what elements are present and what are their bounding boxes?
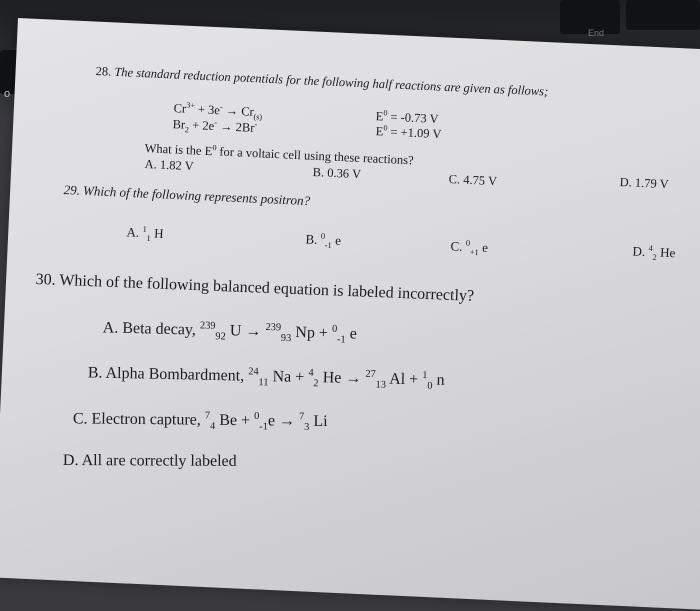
q28-ask: What is the $E^0$ for a voltaic cell using these reactions? xyxy=(144,141,414,168)
q30-option-d: D. All are correctly labeled xyxy=(62,452,237,470)
q28-reaction-2: $Br_2 + 2e^- \to 2Br^-$ xyxy=(172,117,258,135)
q28-potential-1: $E^0 = -0.73$ V xyxy=(375,108,439,126)
q29-option-a: A. $^1_1$ H xyxy=(126,223,164,244)
q30-option-a: A. Beta decay, $^{239}_{92}$ U → $^{239}_{93}$ Np + $^0_{-1}$ e xyxy=(102,319,358,346)
key-left-1-label: o xyxy=(4,88,11,100)
q30-option-c: C. Electron capture, $^7_4$ Be + $^0_{-1}$e → $^7_3$ Li xyxy=(72,410,328,433)
end-key-label: End xyxy=(588,28,605,38)
q28-number: 28. xyxy=(95,64,112,79)
q30-number: 30. xyxy=(35,271,56,289)
q30-question xyxy=(35,271,474,306)
q29-question xyxy=(63,182,310,209)
q30-text: Which of the following balanced equation is labeled incorrectly? xyxy=(59,271,475,305)
q29-text: Which of the following represents positron? xyxy=(82,182,311,209)
q28-reaction-1: $Cr^{3+} + 3e^- \to Cr_{(s)}$ xyxy=(173,100,263,122)
q28-option-a: A. 1.82 V xyxy=(144,157,195,174)
q29-number: 29. xyxy=(63,182,81,198)
q28-option-c: C. 4.75 V xyxy=(448,172,498,189)
q29-option-b: B. $^0_{-1}$ e xyxy=(305,230,342,251)
q29-option-c: C. $^0_{+1}$ e xyxy=(450,237,489,258)
q28-potential-2: $E^0 = +1.09$ V xyxy=(375,123,442,142)
q29-option-d: D. $^4_2$ He xyxy=(632,242,676,263)
q28-option-d: D. 1.79 V xyxy=(619,175,670,192)
q28-question xyxy=(95,64,548,100)
q30-option-b: B. Alpha Bombardment, $^{24}_{11}$ Na + $^4_2$ He → $^{27}_{13}$ Al + $^1_0$ n xyxy=(87,364,445,392)
q28-option-b: B. 0.36 V xyxy=(312,165,362,182)
q28-text: The standard reduction potentials for the following half reactions are given as follows; xyxy=(114,64,549,99)
